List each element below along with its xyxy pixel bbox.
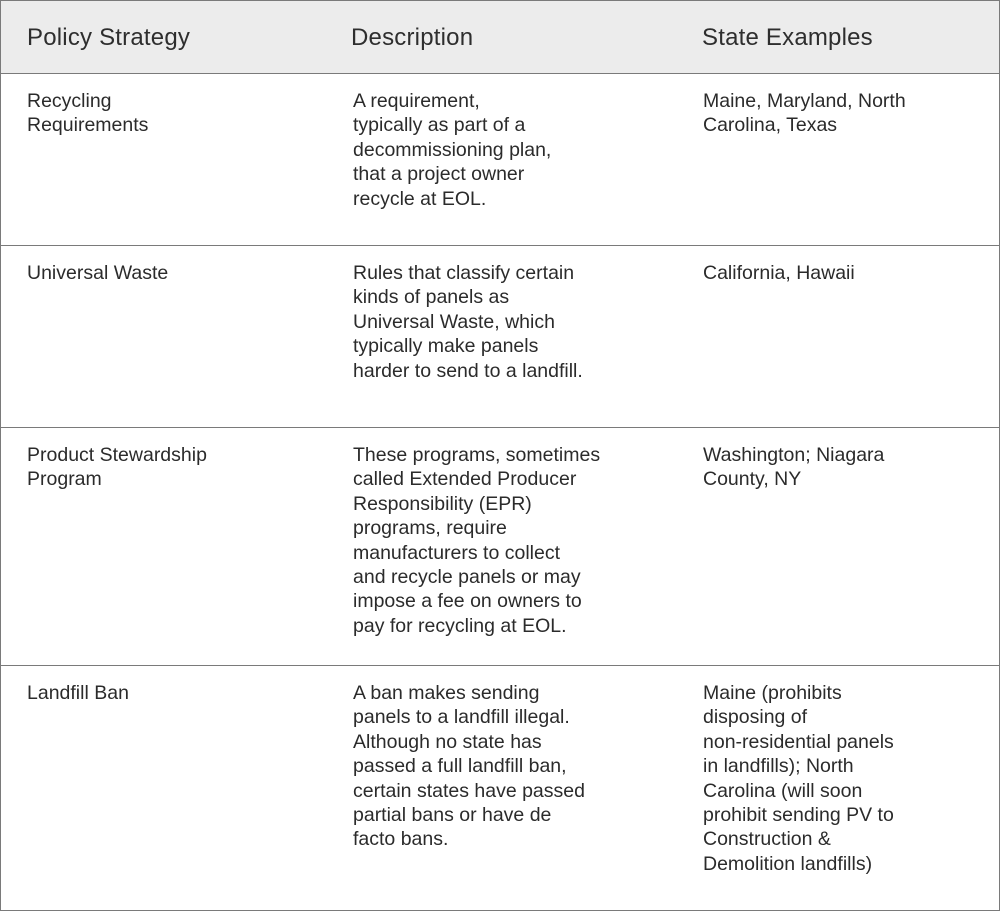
cell-description: These programs, sometimes called Extended Producer Responsibility (EPR) programs, require manufacturers to collect and recycle panels or may impose a fee on owners to pay for recycling at EOL. xyxy=(353,444,601,637)
cell-policy-strategy: Product Stewardship Program xyxy=(27,444,207,491)
table-row xyxy=(1,666,999,910)
cell-description: A ban makes sending panels to a landfill illegal. Although no state has passed a full landfill ban, certain states have passed partial bans or have de facto bans. xyxy=(353,682,585,851)
table-row xyxy=(1,74,999,246)
cell-description: A requirement, typically as part of a decommissioning plan, that a project owner recycle at EOL. xyxy=(353,90,552,210)
cell-state-examples: Washington; Niagara County, NY xyxy=(703,444,885,491)
table-row xyxy=(1,246,999,428)
cell-state-examples: Maine (prohibits disposing of non-residential panels in landfills); North Carolina (will soon prohibit sending PV to Construction & Demolition landfills) xyxy=(703,682,894,875)
table-row xyxy=(1,428,999,666)
cell-policy-strategy: Recycling Requirements xyxy=(27,90,149,137)
cell-policy-strategy: Universal Waste xyxy=(27,262,169,284)
cell-description: Rules that classify certain kinds of panels as Universal Waste, which typically make panels harder to send to a landfill. xyxy=(353,262,583,382)
cell-policy-strategy: Landfill Ban xyxy=(27,682,129,704)
header-policy-strategy: Policy Strategy xyxy=(27,24,191,51)
header-description: Description xyxy=(351,24,474,51)
cell-state-examples: California, Hawaii xyxy=(703,262,855,284)
cell-state-examples: Maine, Maryland, North Carolina, Texas xyxy=(703,90,906,137)
header-state-examples: State Examples xyxy=(702,24,873,51)
table-header xyxy=(1,1,999,74)
